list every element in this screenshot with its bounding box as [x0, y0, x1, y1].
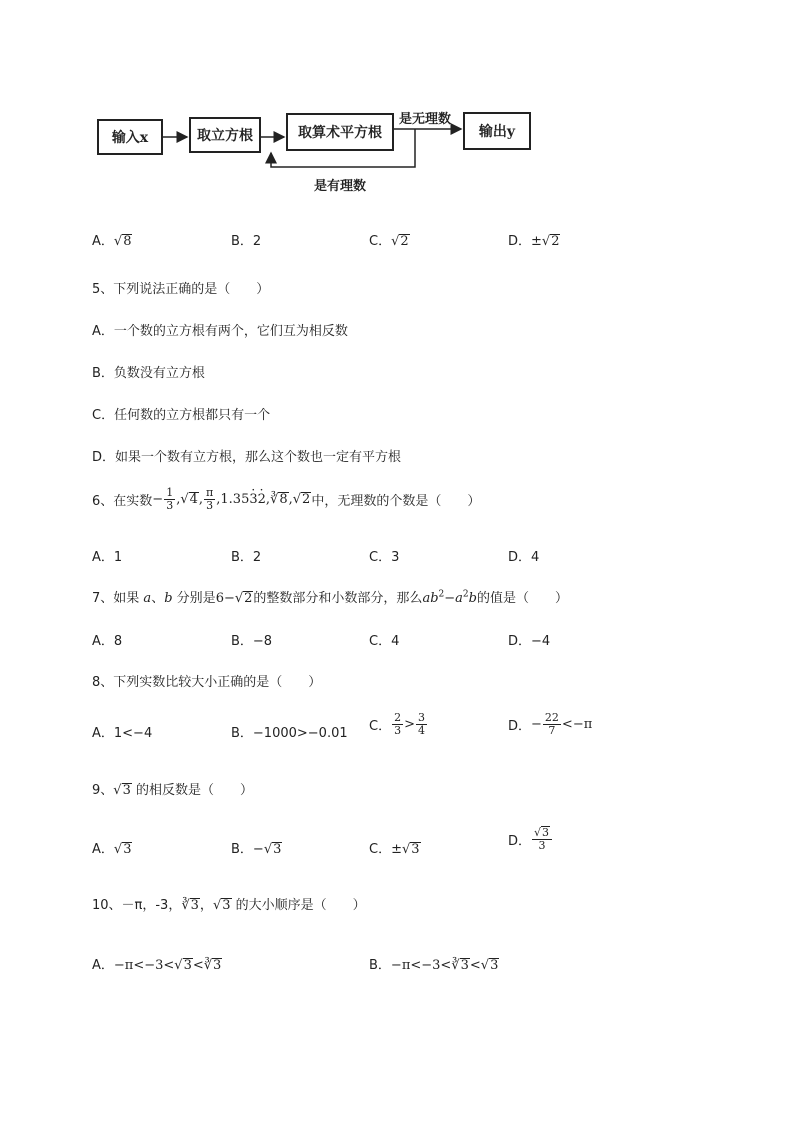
q6-option-c: C．3 — [369, 550, 400, 565]
flow-sqrt-box: 取算术平方根 — [286, 113, 394, 151]
q9-option-a-label: A． — [92, 842, 114, 857]
q10-option-a: A．−π<−3<√3<∛3 — [92, 958, 222, 973]
q9-option-c-label: C．± — [369, 842, 402, 857]
q7-option-d: D．−4 — [508, 634, 551, 649]
q6-stem: 6、在实数 − $\frac{1}{3}$ ,√4, $\frac{\pi}{3}$ ,1.35· 3· 2,∛8,√2 中，无理数的个数是（ ） — [92, 487, 480, 512]
q4-option-a-label: A． — [92, 234, 114, 249]
q10-stem: 10、－π，-3，∛3，√3 的大小顺序是（ ） — [92, 898, 366, 913]
q6-option-a: A．1 — [92, 550, 123, 565]
flowchart-arrows — [0, 0, 793, 200]
q4-option-d-label: D．± — [508, 234, 542, 249]
q6-option-d: D．4 — [508, 550, 540, 565]
q10-option-b: B．−π<−3<∛3<√3 — [369, 958, 499, 973]
q10-option-a-label: A． — [92, 958, 114, 973]
q7-mid2: 的整数部分和小数部分，那么 — [253, 591, 423, 606]
q9-option-d-label: D． — [508, 833, 532, 849]
flow-rational-label: 是有理数 — [314, 179, 367, 194]
q4-option-c-label: C． — [369, 234, 392, 249]
q8-stem: 8、下列实数比较大小正确的是（ ） — [92, 675, 322, 690]
q8-option-c-label: C． — [369, 719, 392, 735]
q9-prefix: 9、 — [92, 783, 114, 798]
q10-option-b-label: B． — [369, 958, 391, 973]
q7-suffix: 的值是（ ） — [476, 591, 568, 606]
q9-suffix: 的相反数是（ ） — [136, 783, 254, 798]
q8-option-c: C． $\frac{2}{3}$ > $\frac{3}{4}$ — [369, 711, 425, 738]
q7-option-a: A．8 — [92, 634, 123, 649]
q9-option-d: D． $\frac{√3}{3}$ — [508, 826, 553, 852]
flow-input-box: 输入x — [97, 119, 163, 155]
q7-prefix: 7、如果 — [92, 591, 140, 606]
q5-option-d: D．如果一个数有立方根，那么这个数也一定有平方根 — [92, 450, 402, 465]
q9-option-b-label: B．− — [231, 842, 264, 857]
q8-option-d-label: D． — [508, 719, 532, 735]
q6-prefix: 6、在实数 — [92, 494, 153, 510]
q9-option-a: A．√3 — [92, 842, 132, 857]
flow-cube-root-box: 取立方根 — [189, 117, 261, 153]
q7-option-c: C．4 — [369, 634, 400, 649]
q10-stem-c: 的大小顺序是（ ） — [235, 898, 366, 913]
q5-option-c: C．任何数的立方根都只有一个 — [92, 408, 271, 423]
q8-option-a: A．1<−4 — [92, 726, 153, 741]
q8-option-b: B．−1000>−0.01 — [231, 726, 348, 741]
q7-stem: 7、如果 a、b 分别是6−√2的整数部分和小数部分，那么$ab^2-a^2b$的值是（ ） — [92, 589, 568, 606]
q4-option-c: C．√2 — [369, 234, 409, 249]
q5-option-a: A．一个数的立方根有两个，它们互为相反数 — [92, 324, 348, 339]
q4-option-b: B．2 — [231, 234, 262, 249]
q5-stem: 5、下列说法正确的是（ ） — [92, 282, 270, 297]
q6-option-b: B．2 — [231, 550, 262, 565]
q10-stem-a: 10、－π，-3， — [92, 898, 182, 913]
flow-output-box: 输出y — [463, 112, 531, 150]
q5-option-b: B．负数没有立方根 — [92, 366, 205, 381]
q4-option-a: A．√8 — [92, 234, 132, 249]
q7-option-b: B．−8 — [231, 634, 273, 649]
q4-option-d: D．±√2 — [508, 234, 560, 249]
q7-mid: 分别是 — [176, 591, 216, 606]
q9-option-b: B．−√3 — [231, 842, 282, 857]
flow-irrational-label: 是无理数 — [399, 112, 452, 127]
q6-suffix: 中，无理数的个数是（ ） — [311, 494, 481, 510]
q9-option-c: C．±√3 — [369, 842, 420, 857]
q9-stem: 9、√3 的相反数是（ ） — [92, 783, 254, 798]
q10-stem-b: ， — [199, 898, 213, 913]
q8-option-d: D． − $\frac{22}{7}$ <−π — [508, 711, 593, 738]
